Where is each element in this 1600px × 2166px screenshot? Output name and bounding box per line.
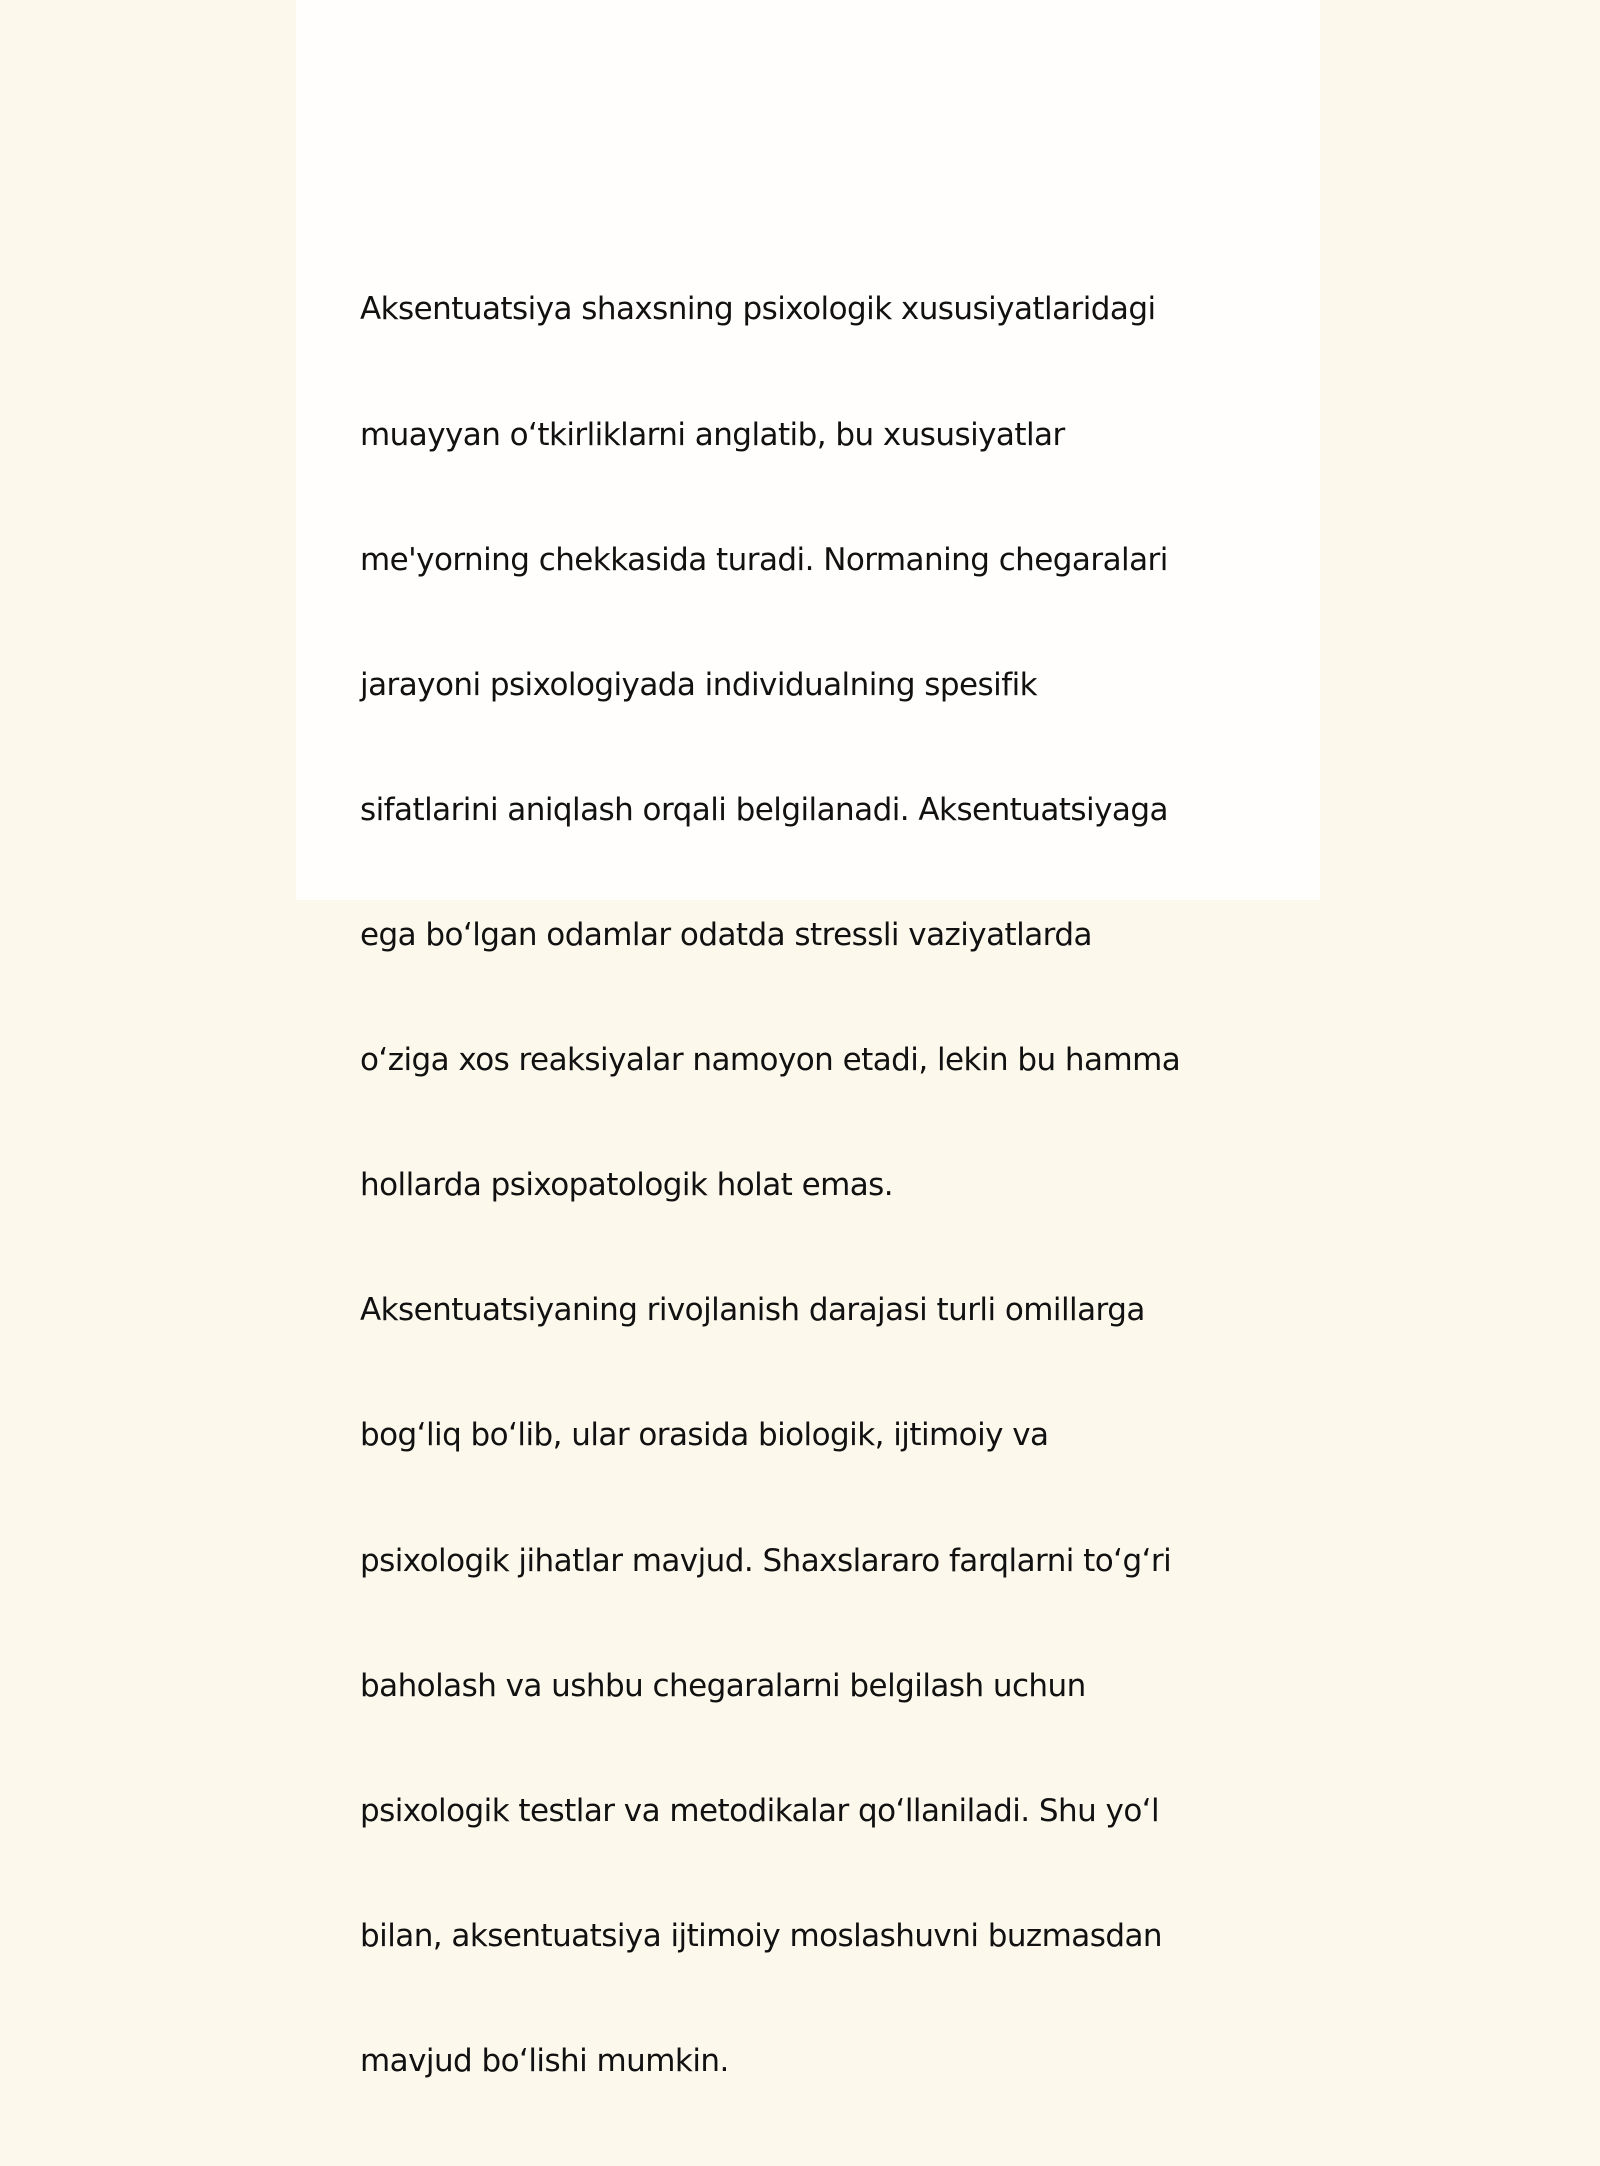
text-line: ega boʻlgan odamlar odatda stressli vaziyatlarda bbox=[360, 916, 1092, 953]
text-line: bogʻliq boʻlib, ular orasida biologik, ijtimoiy va bbox=[360, 1417, 1049, 1454]
text-line: baholash va ushbu chegaralarni belgilash uchun bbox=[360, 1667, 1086, 1704]
text-line: psixologik testlar va metodikalar qoʻllaniladi. Shu yoʻl bbox=[360, 1792, 1160, 1829]
body-text bbox=[360, 206, 1260, 2166]
text-line: muayyan oʻtkirliklarni anglatib, bu xususiyatlar bbox=[360, 416, 1065, 453]
text-line: jarayoni psixologiyada individualning spesifik bbox=[360, 666, 1038, 703]
text-line: oʻziga xos reaksiyalar namoyon etadi, lekin bu hamma bbox=[360, 1042, 1181, 1079]
document-page bbox=[296, 0, 1320, 2079]
text-line: mavjud boʻlishi mumkin. bbox=[360, 2042, 729, 2079]
text-line: Aksentuatsiya shaxsning psixologik xususiyatlaridagi bbox=[360, 291, 1156, 328]
text-line: bilan, aksentuatsiya ijtimoiy moslashuvni buzmasdan bbox=[360, 1917, 1163, 1954]
text-line: Aksentuatsiyaning rivojlanish darajasi turli omillarga bbox=[360, 1292, 1145, 1329]
text-line: me'yorning chekkasida turadi. Normaning chegaralari bbox=[360, 541, 1168, 578]
text-line: psixologik jihatlar mavjud. Shaxslararo farqlarni toʻgʻri bbox=[360, 1542, 1172, 1579]
text-line: sifatlarini aniqlash orqali belgilanadi. Aksentuatsiyaga bbox=[360, 791, 1168, 828]
text-line: hollarda psixopatologik holat emas. bbox=[360, 1167, 894, 1204]
